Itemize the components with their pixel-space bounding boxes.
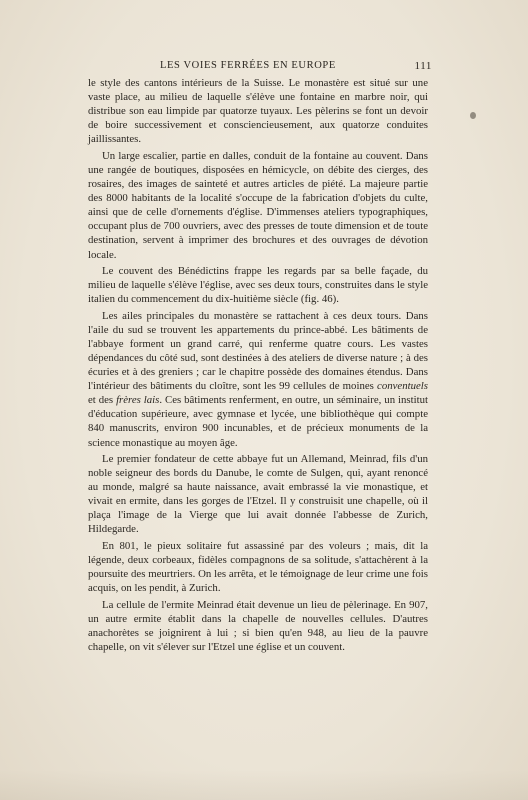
ink-smudge: [470, 112, 476, 119]
paragraph-3: Le couvent des Bénédictins frappe les regards par sa belle façade, du milieu de laquelle s'élève l'église, avec ses deux tours, construites dans le style italien du commencement du dix-huitième siècle (fig. 46).: [88, 265, 428, 306]
page-number: 111: [414, 60, 432, 72]
paragraph-4-part-a: Les ailes principales du monastère se rattachent à ces deux tours. Dans l'aile du sud se trouvent les appartements du prince-abbé. Les bâtiments de l'abbaye forment un grand carré, qui renferme quatre cours. Les vastes dépendances du côté sud, sont destinées à des ateliers de diverse nature ; à des écuries et à des greniers ; car le chapitre possède des domaines étendus. Dans l'intérieur des bâtiments du cloître, sont les 99 cellules de moines: [88, 309, 428, 393]
paragraph-4: [88, 309, 428, 450]
running-head-title: LES VOIES FERRÉES EN EUROPE: [160, 60, 336, 71]
paragraph-5: Le premier fondateur de cette abbaye fut un Allemand, Meinrad, fils d'un noble seigneur des bords du Danube, le comte de Sulgen, qui, ayant renoncé au monde, malgré sa haute naissance, avait embrassé la vie monastique, et vivait en ermite, dans les gorges de l'Etzel. Il y construisit une chapelle, où il plaça l'image de la Vierge que lui avait donnée l'abbesse de Zurich, Hildegarde.: [88, 453, 428, 536]
page-shadow: [0, 770, 528, 800]
paragraph-4-part-c: . Ces bâtiments renferment, en outre, un séminaire, un institut d'éducation supérieure, avec gymnase et lycée, une bibliothèque qui compte 840 manuscrits, environ 900 incunables, et de précieux monuments de la science monastique au moyen âge.: [88, 394, 429, 449]
paragraph-2: Un large escalier, partie en dalles, conduit de la fontaine au couvent. Dans une rangée de boutiques, disposées en hémicycle, on débite des cierges, des rosaires, des images de sainteté et autres articles de piété. La majeure partie des 8000 habitants de la localité s'occupe de la fabrication d'objets du culte, ainsi que de celle d'ornements d'église. D'immenses ateliers typographiques, occupant plus de 700 ouvriers, avec des presses de toute dimension et de toute destination, servent à imprimer des brochures et des ouvrages de dévotion locale.: [88, 149, 428, 261]
paragraph-7: La cellule de l'ermite Meinrad était devenue un lieu de pèlerinage. En 907, un autre ermite établit dans la chapelle de nouvelles cellules. D'autres anachorètes se joignirent à lui ; si bien qu'en 948, au lieu de la pauvre chapelle, on vit s'élever sur l'Etzel une église et un couvent.: [88, 598, 428, 653]
italic-freres-lais: frères lais: [116, 394, 160, 407]
paragraph-4-part-b: et des: [88, 394, 114, 407]
paragraph-6: En 801, le pieux solitaire fut assassiné par des voleurs ; mais, dit la légende, deux corbeaux, fidèles compagnons de sa solitude, s'attachèrent à la poursuite des meurtriers. On les arrêta, et le témoignage de leur crime une fois acquis, on les pendit, à Zurich.: [88, 539, 428, 595]
paragraph-1: le style des cantons intérieurs de la Suisse. Le monastère est situé sur une vaste place, au milieu de laquelle s'élève une fontaine en marbre noir, qui distribue son eau limpide par quatorze tuyaux. Les pèlerins se font un devoir de boire successivement et consciencieusement, aux quatorze conduites jaillissantes.: [88, 77, 428, 146]
italic-conventuels: conventuels: [377, 380, 428, 393]
body-text: [88, 76, 428, 656]
